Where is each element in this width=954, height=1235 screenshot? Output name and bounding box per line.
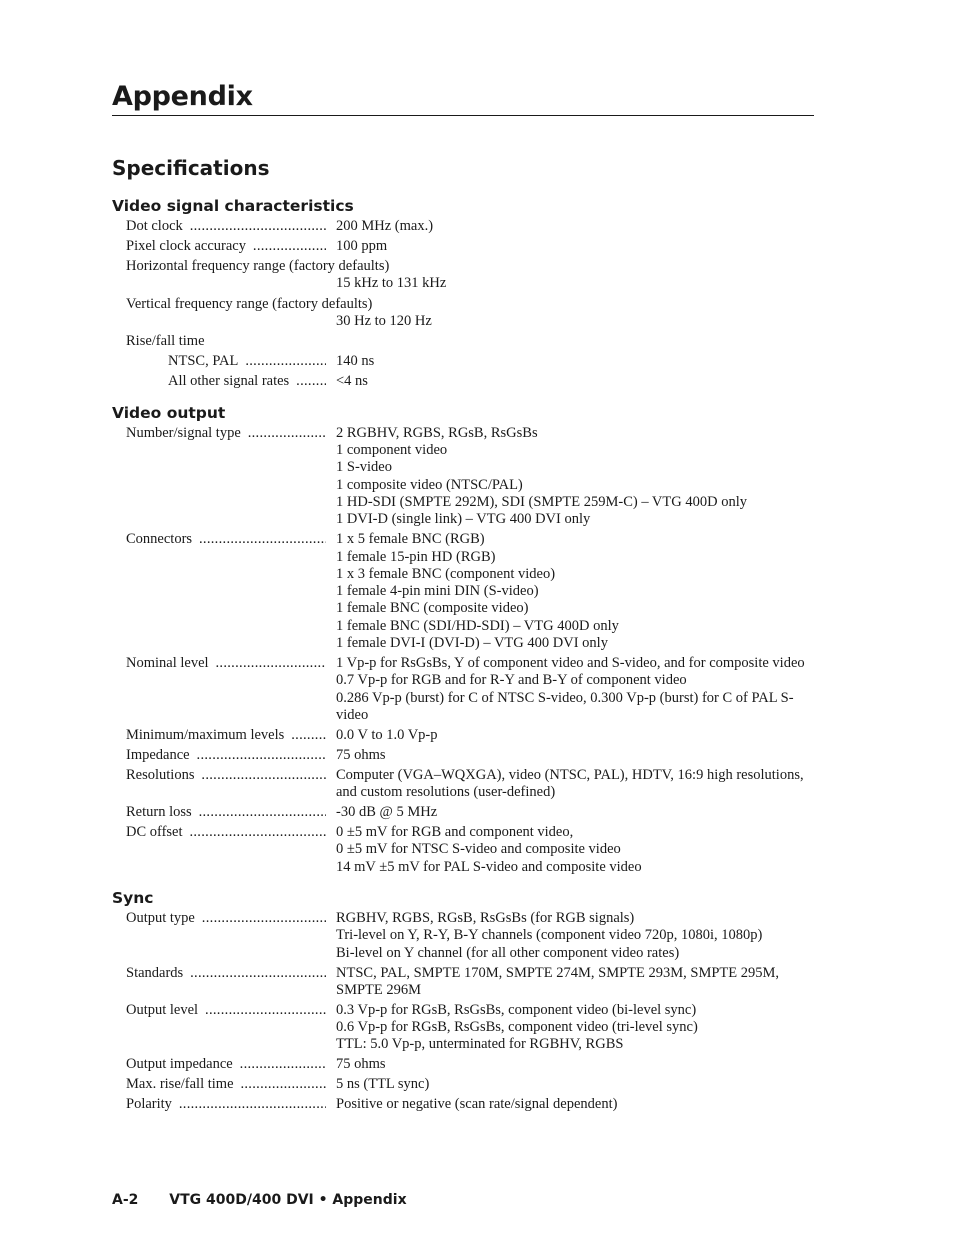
spec-label: Horizontal frequency range (factory defaults) <box>126 257 390 274</box>
spec-value <box>326 425 814 529</box>
spec-label-text: Nominal level <box>126 655 212 671</box>
spec-row <box>112 655 814 724</box>
page-footer <box>112 1191 407 1209</box>
spec-value <box>326 1076 814 1093</box>
spec-row <box>112 824 814 876</box>
spec-row <box>112 747 814 764</box>
spec-value: 15 kHz to 131 kHz <box>336 275 447 292</box>
spec-row <box>112 965 814 1000</box>
spec-label-text: Pixel clock accuracy <box>126 238 249 254</box>
spec-row <box>112 353 814 370</box>
spec-value-line: 5 ns (TTL sync) <box>336 1076 430 1093</box>
spec-label-text: NTSC, PAL <box>168 353 241 369</box>
spec-value <box>326 218 814 235</box>
spec-label-text: Output level <box>126 1002 201 1018</box>
spec-label <box>112 1056 326 1073</box>
spec-value-line: 1 female 4-pin mini DIN (S-video) <box>336 583 539 600</box>
spec-value-line: 1 female 15-pin HD (RGB) <box>336 548 496 565</box>
spec-value <box>326 965 814 1000</box>
spec-value <box>326 804 814 821</box>
spec-value-line: Computer (VGA–WQXGA), video (NTSC, PAL), HDTV, 16:9 high resolutions, and custom resolutions (user-defined) <box>336 766 804 801</box>
spec-value-line: 75 ohms <box>336 1056 386 1073</box>
spec-label-text: Standards <box>126 965 186 981</box>
spec-value-line: 1 HD-SDI (SMPTE 292M), SDI (SMPTE 259M-C) – VTG 400D only <box>336 493 747 510</box>
spec-value <box>326 767 814 802</box>
spec-row <box>112 531 814 652</box>
spec-value-line: 0.0 V to 1.0 Vp-p <box>336 726 438 743</box>
spec-value-line: 14 mV ±5 mV for PAL S-video and composite video <box>336 858 642 875</box>
spec-value-line: Bi-level on Y channel (for all other component video rates) <box>336 944 680 961</box>
spec-row <box>112 1002 814 1054</box>
spec-label-text: Connectors <box>126 531 195 547</box>
footer-page-number: A-2 <box>112 1192 139 1208</box>
spec-label <box>112 655 326 724</box>
spec-value-line: 0 ±5 mV for RGB and component video, <box>336 824 574 841</box>
spec-label-text: Impedance <box>126 747 193 763</box>
spec-label <box>112 910 326 962</box>
spec-label <box>112 218 326 235</box>
spec-value <box>326 1096 814 1113</box>
spec-value-line: RGBHV, RGBS, RGsB, RsGsBs (for RGB signals) <box>336 909 635 926</box>
spec-value-line: 0.6 Vp-p for RGsB, RsGsBs, component video (tri-level sync) <box>336 1019 698 1036</box>
spec-value <box>326 727 814 744</box>
spec-value-line: 1 S-video <box>336 459 392 476</box>
section-title: Specifications <box>112 156 270 180</box>
spec-row <box>112 804 814 821</box>
spec-row <box>112 238 814 255</box>
spec-value-line: 0.3 Vp-p for RGsB, RsGsBs, component video (bi-level sync) <box>336 1001 697 1018</box>
spec-value <box>326 238 814 255</box>
spec-value-line: 100 ppm <box>336 237 388 254</box>
spec-label-text: DC offset <box>126 824 186 840</box>
spec-label-text: Resolutions <box>126 767 197 783</box>
spec-value <box>326 655 814 724</box>
spec-value-line: NTSC, PAL, SMPTE 170M, SMPTE 274M, SMPTE 293M, SMPTE 295M, SMPTE 296M <box>336 964 780 998</box>
spec-label <box>112 238 326 255</box>
spec-group-heading: Video signal characteristics <box>112 197 354 215</box>
spec-value-line: 2 RGBHV, RGBS, RGsB, RsGsBs <box>336 424 538 441</box>
spec-value-line: Positive or negative (scan rate/signal dependent) <box>336 1096 618 1113</box>
spec-value <box>326 910 814 962</box>
spec-row <box>112 218 814 235</box>
spec-label <box>112 1096 326 1113</box>
spec-value-line: 1 female BNC (SDI/HD-SDI) – VTG 400D only <box>336 617 619 634</box>
spec-label-text: Number/signal type <box>126 425 244 441</box>
spec-value <box>326 824 814 876</box>
spec-label-text: Output impedance <box>126 1056 236 1072</box>
spec-label <box>112 727 326 744</box>
spec-value-line: -30 dB @ 5 MHz <box>336 804 438 821</box>
spec-value-line: 0.286 Vp-p (burst) for C of NTSC S-video, 0.300 Vp-p (burst) for C of PAL S-video <box>336 689 794 723</box>
spec-value-line: 75 ohms <box>336 746 386 763</box>
spec-label-text: Polarity <box>126 1096 175 1112</box>
spec-value: 30 Hz to 120 Hz <box>336 312 432 329</box>
spec-group <box>112 196 814 391</box>
spec-label-text: Minimum/maximum levels <box>126 727 287 743</box>
spec-value-line: 0.7 Vp-p for RGB and for R-Y and B-Y of component video <box>336 672 687 689</box>
spec-row <box>112 373 814 390</box>
chapter-rule <box>112 115 814 116</box>
spec-value-line: 140 ns <box>336 353 375 370</box>
spec-row <box>112 910 814 962</box>
spec-value <box>326 1002 814 1054</box>
spec-label <box>112 1076 326 1093</box>
spec-label-text: All other signal rates <box>168 373 292 389</box>
spec-label <box>112 425 326 529</box>
spec-value <box>326 353 814 370</box>
spec-value-line: 1 x 3 female BNC (component video) <box>336 565 556 582</box>
spec-label <box>112 353 326 370</box>
spec-label <box>112 1002 326 1054</box>
spec-label: Vertical frequency range (factory defaults) <box>126 295 373 312</box>
specifications-body <box>112 196 814 1126</box>
spec-row <box>112 767 814 802</box>
spec-label <box>112 747 326 764</box>
spec-value-line: 0 ±5 mV for NTSC S-video and composite video <box>336 841 621 858</box>
spec-value-line: Tri-level on Y, R-Y, B-Y channels (component video 720p, 1080i, 1080p) <box>336 927 763 944</box>
chapter-title: Appendix <box>112 81 253 112</box>
spec-row <box>112 727 814 744</box>
spec-value-line: <4 ns <box>336 373 368 390</box>
spec-label <box>112 824 326 876</box>
spec-group-heading: Video output <box>112 403 226 422</box>
spec-row <box>112 1076 814 1093</box>
spec-value <box>326 1056 814 1073</box>
spec-value-line: 1 component video <box>336 442 448 459</box>
spec-row <box>112 1056 814 1073</box>
spec-label <box>112 767 326 802</box>
spec-value-line: 1 composite video (NTSC/PAL) <box>336 476 523 493</box>
spec-row <box>112 425 814 529</box>
spec-label-text: Return loss <box>126 804 195 820</box>
spec-label <box>112 373 326 390</box>
spec-label-text: Output type <box>126 910 198 926</box>
spec-value-line: 1 DVI-D (single link) – VTG 400 DVI only <box>336 511 591 528</box>
spec-label-text: Dot clock <box>126 218 186 234</box>
spec-label <box>112 965 326 1000</box>
spec-group <box>112 888 814 1114</box>
spec-value-line: 1 Vp-p for RsGsBs, Y of component video and S-video, and for composite video <box>336 654 805 671</box>
spec-value <box>326 747 814 764</box>
spec-value-line: 200 MHz (max.) <box>336 218 434 234</box>
spec-value <box>326 373 814 390</box>
spec-value-line: 1 x 5 female BNC (RGB) <box>336 531 485 548</box>
spec-label: Rise/fall time <box>126 333 205 350</box>
spec-value-line: TTL: 5.0 Vp-p, unterminated for RGBHV, RGBS <box>336 1036 624 1053</box>
footer-running-title: VTG 400D/400 DVI • Appendix <box>169 1192 407 1208</box>
spec-group <box>112 403 814 876</box>
spec-label <box>112 804 326 821</box>
spec-value-line: 1 female DVI-I (DVI-D) – VTG 400 DVI only <box>336 634 608 651</box>
spec-label <box>112 531 326 652</box>
spec-value <box>326 531 814 652</box>
spec-row <box>112 1096 814 1113</box>
spec-group-heading: Sync <box>112 888 154 907</box>
spec-label-text: Max. rise/fall time <box>126 1076 237 1092</box>
spec-value-line: 1 female BNC (composite video) <box>336 600 529 617</box>
